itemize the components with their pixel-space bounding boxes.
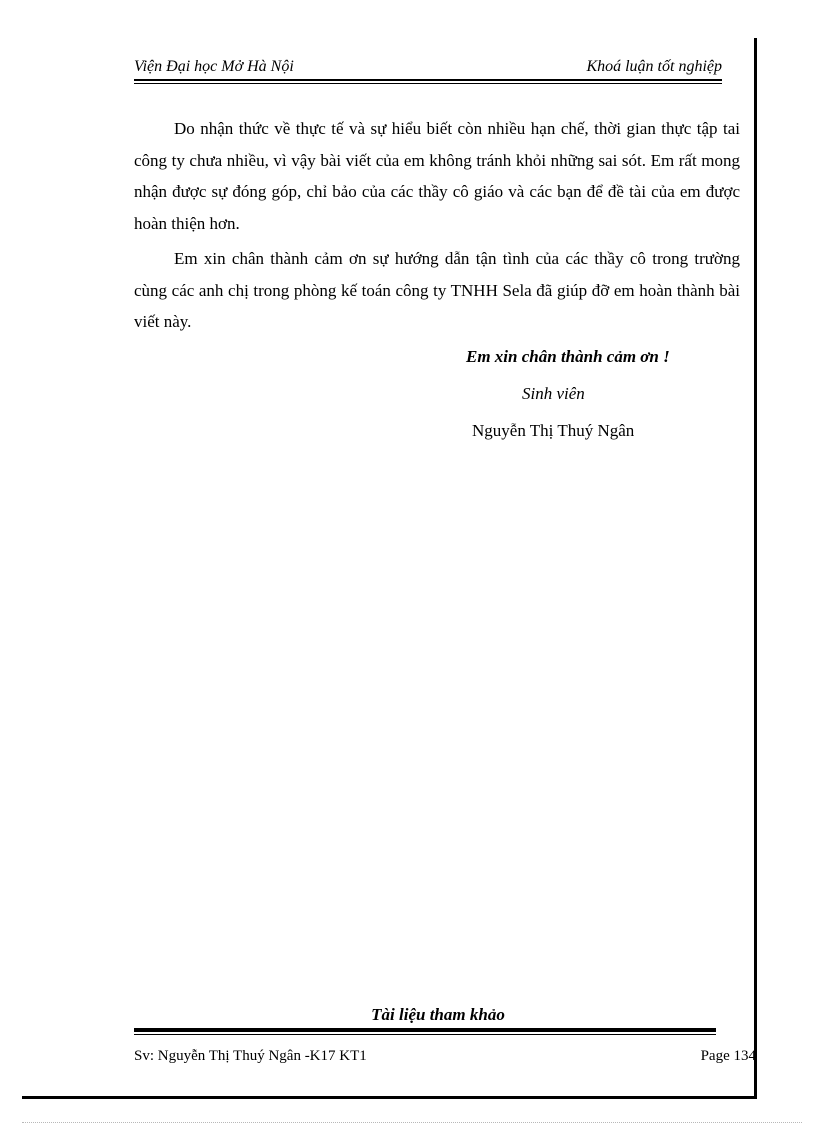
header-rule xyxy=(134,79,722,81)
body-text xyxy=(134,113,740,342)
header-thesis-label: Khoá luận tốt nghiệp xyxy=(586,58,722,75)
page-number: Page 134 xyxy=(700,1048,756,1064)
footer-student: Sv: Nguyễn Thị Thuý Ngân -K17 KT1 xyxy=(134,1048,367,1064)
page-shadow-bottom xyxy=(22,1096,757,1099)
footer-rule xyxy=(134,1028,716,1032)
header-institution: Viện Đại học Mở Hà Nội xyxy=(134,58,294,75)
references-heading: Tài liệu tham khảo xyxy=(371,1005,505,1024)
paragraph: Em xin chân thành cảm ơn sự hướng dẫn tận tình của các thầy cô trong trường cùng các anh chị trong phòng kế toán công ty TNHH Sela đã giúp đỡ em hoàn thành bài viết này. xyxy=(134,249,740,331)
signer-name: Nguyễn Thị Thuý Ngân xyxy=(472,421,635,440)
paragraph: Do nhận thức về thực tế và sự hiểu biết còn nhiều hạn chế, thời gian thực tập tai công ty chưa nhiều, vì vậy bài viết của em không tránh khỏi những sai sót. Em rất mong nhận được sự đóng góp, chỉ bảo của các thầy cô giáo và các bạn để đề tài của em được hoàn thiện hơn. xyxy=(134,119,740,233)
header-rule-thin xyxy=(134,83,722,84)
page-shadow-right xyxy=(754,38,757,1098)
footer-rule-thin xyxy=(134,1034,716,1035)
closing-thanks: Em xin chân thành cảm ơn ! xyxy=(466,347,670,366)
signer-role: Sinh viên xyxy=(522,384,585,403)
